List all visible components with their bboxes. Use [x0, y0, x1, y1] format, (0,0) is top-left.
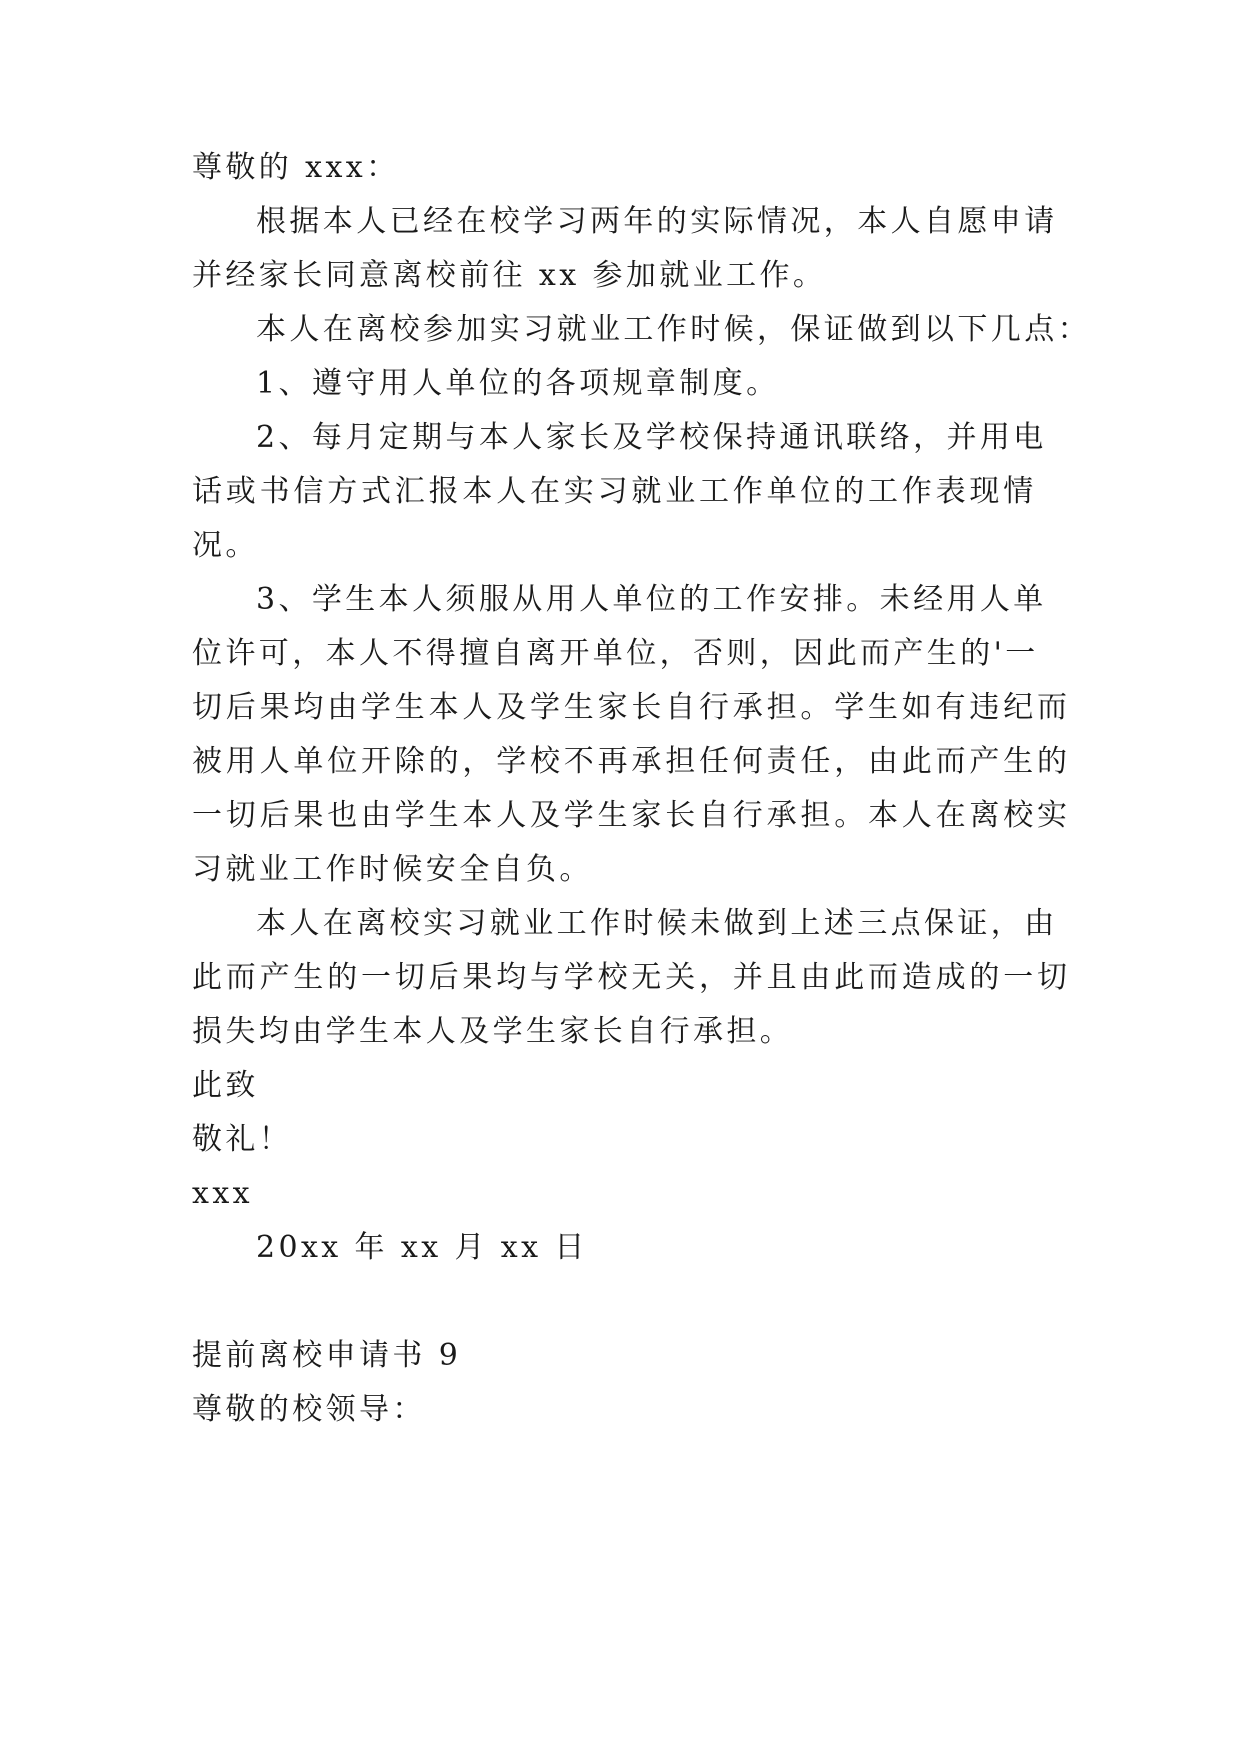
signature: xxx	[192, 1176, 253, 1211]
next-section-salutation: 尊敬的校领导：	[192, 1392, 426, 1427]
paragraph-1-line-2: 并经家长同意离校前往 xx 参加就业工作。	[192, 258, 827, 293]
salutation: 尊敬的 xxx：	[192, 150, 400, 185]
item-3-line-6: 习就业工作时候安全自负。	[192, 852, 593, 887]
paragraph-3-line-3: 损失均由学生本人及学生家长自行承担。	[192, 1014, 794, 1049]
item-1-line-1: 1、遵守用人单位的各项规章制度。	[256, 366, 780, 401]
item-3-line-3: 切后果均由学生本人及学生家长自行承担。学生如有违纪而	[192, 690, 1071, 725]
item-3-line-4: 被用人单位开除的，学校不再承担任何责任，由此而产生的	[192, 744, 1071, 779]
paragraph-2-line-1: 本人在离校参加实习就业工作时候，保证做到以下几点：	[256, 312, 1091, 347]
paragraph-3-line-1: 本人在离校实习就业工作时候未做到上述三点保证，由	[256, 906, 1058, 941]
paragraph-1-line-1: 根据本人已经在校学习两年的实际情况，本人自愿申请	[256, 204, 1058, 239]
next-section-title: 提前离校申请书 9	[192, 1338, 462, 1373]
paragraph-3-line-2: 此而产生的一切后果均与学校无关，并且由此而造成的一切	[192, 960, 1071, 995]
item-3-line-1: 3、学生本人须服从用人单位的工作安排。未经用人单	[256, 582, 1047, 617]
item-3-line-2: 位许可，本人不得擅自离开单位，否则，因此而产生的'一	[192, 636, 1039, 671]
item-2-line-1: 2、每月定期与本人家长及学校保持通讯联络，并用电	[256, 420, 1047, 455]
item-3-line-5: 一切后果也由学生本人及学生家长自行承担。本人在离校实	[192, 798, 1071, 833]
date: 20xx 年 xx 月 xx 日	[256, 1230, 588, 1265]
closing-line-1: 此致	[192, 1068, 259, 1103]
item-2-line-2: 话或书信方式汇报本人在实习就业工作单位的工作表现情	[192, 474, 1037, 509]
item-2-line-3: 况。	[192, 528, 259, 563]
closing-line-2: 敬礼！	[192, 1122, 293, 1157]
